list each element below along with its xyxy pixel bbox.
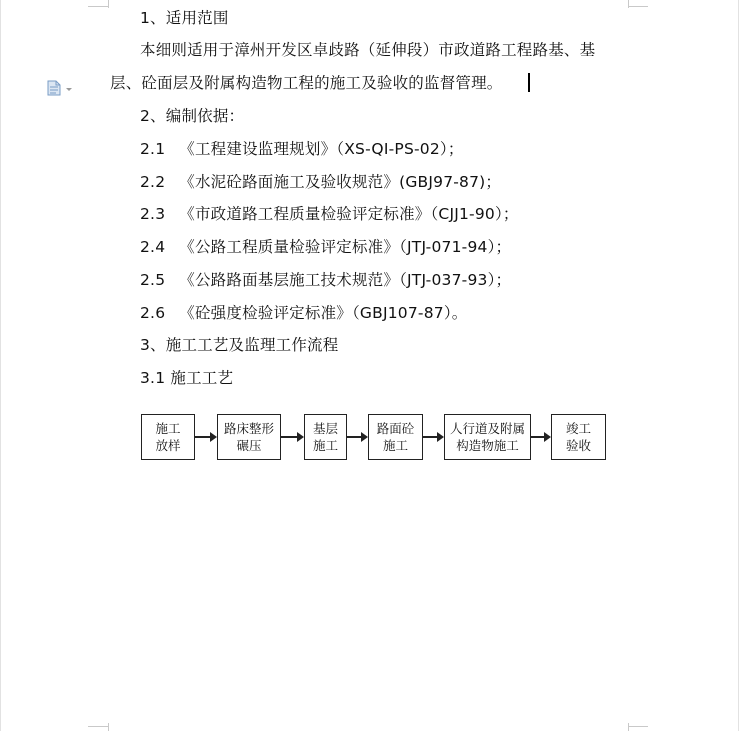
crop-mark-top-left-v: [108, 0, 109, 8]
heading-scope: 1、适用范围: [140, 9, 229, 27]
flowchart-step-line: 路面砼: [376, 421, 415, 436]
reference-item: [140, 172, 501, 192]
crop-mark-bottom-right-v: [628, 723, 629, 731]
reference-item: [140, 303, 467, 323]
text-cursor: [528, 73, 530, 92]
reference-text: 《水泥砼路面施工及验收规范》(GBJ97-87)；: [179, 173, 502, 191]
heading-basis: 2、编制依据：: [140, 107, 245, 125]
crop-mark-bottom-right: [628, 726, 648, 727]
crop-mark-top-right-v: [628, 0, 629, 8]
flowchart-step-line: 人行道及附属: [449, 421, 525, 436]
crop-mark-top-right: [628, 6, 648, 7]
flowchart-arrow: [347, 436, 366, 438]
flowchart-arrow: [281, 436, 302, 438]
flowchart-step-line: 放样: [155, 438, 181, 453]
paragraph-scope-line-2: 层、砼面层及附属构造物工程的施工及验收的监督管理。: [110, 74, 503, 92]
flowchart-step-line: 碾压: [236, 438, 262, 453]
flowchart-arrow: [531, 436, 549, 438]
crop-mark-bottom-left: [88, 726, 108, 727]
reference-number: 2.6: [140, 304, 166, 322]
reference-item: [140, 237, 511, 257]
document-icon[interactable]: [46, 80, 76, 96]
reference-number: 2.2: [140, 173, 166, 191]
reference-item: [140, 270, 511, 290]
reference-text: 《工程建设监理规划》（XS-QI-PS-02）；: [179, 140, 464, 158]
page-edge-left: [0, 0, 1, 731]
heading-process: 3、施工工艺及监理工作流程: [140, 336, 339, 354]
reference-text: 《公路路面基层施工技术规范》（JTJ-037-93）；: [179, 271, 512, 289]
flowchart-arrow: [195, 436, 215, 438]
flowchart-step-line: 施工: [312, 438, 338, 453]
flowchart-step-line: 竣工: [565, 421, 591, 436]
heading-construction-process: 3.1 施工工艺: [140, 369, 234, 387]
crop-mark-bottom-left-v: [108, 723, 109, 731]
flowchart-step: [217, 414, 281, 460]
flowchart-step: [444, 414, 531, 460]
flowchart-arrow: [423, 436, 442, 438]
crop-mark-top-left: [88, 6, 108, 7]
flowchart-step: [141, 414, 195, 460]
paragraph-scope-line-1: 本细则适用于漳州开发区卓歧路（延伸段）市政道路工程路基、基: [140, 41, 596, 59]
flowchart-step: [551, 414, 606, 460]
reference-text: 《市政道路工程质量检验评定标准》（CJJ1-90）；: [179, 205, 519, 223]
reference-number: 2.4: [140, 238, 166, 256]
flowchart-step-line: 构造物施工: [456, 438, 519, 453]
reference-text: 《砼强度检验评定标准》（GBJ107-87）。: [179, 304, 468, 322]
reference-text: 《公路工程质量检验评定标准》（JTJ-071-94）；: [179, 238, 512, 256]
flowchart-step-line: 基层: [312, 421, 338, 436]
reference-number: 2.5: [140, 271, 166, 289]
reference-item: [140, 139, 464, 159]
reference-number: 2.3: [140, 205, 166, 223]
flowchart-step-line: 施工: [155, 421, 181, 436]
flowchart-step-line: 施工: [382, 438, 408, 453]
reference-item: [140, 204, 519, 224]
flowchart-step-line: 路床整形: [223, 421, 274, 436]
reference-number: 2.1: [140, 140, 166, 158]
flowchart-step: [304, 414, 347, 460]
flowchart-step-line: 验收: [565, 438, 591, 453]
flowchart-step: [368, 414, 423, 460]
